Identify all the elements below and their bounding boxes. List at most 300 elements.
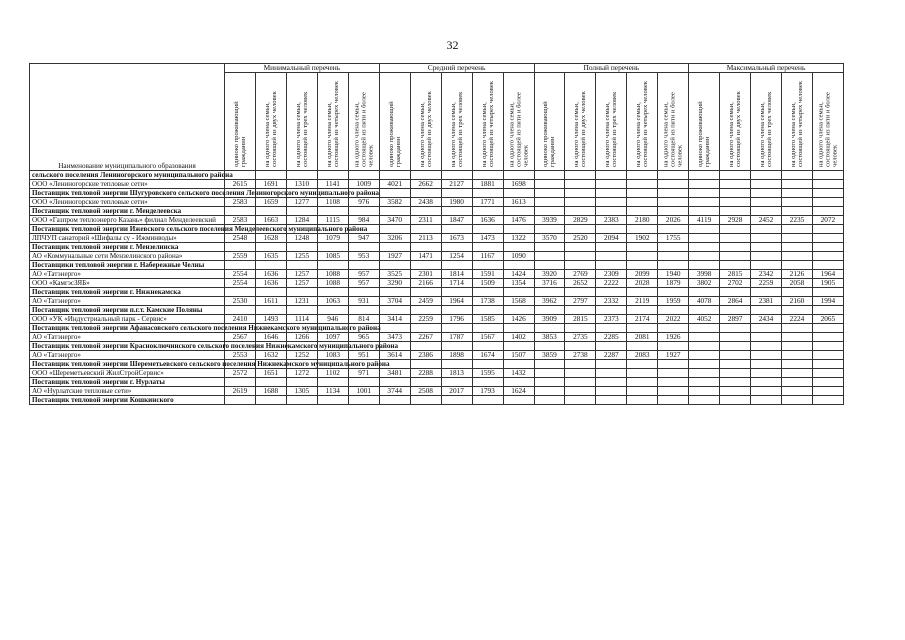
value-cell: 3909 bbox=[534, 315, 565, 324]
value-cell: 1688 bbox=[255, 387, 286, 396]
value-cell: 2058 bbox=[782, 279, 813, 288]
value-cell bbox=[720, 252, 751, 261]
value-cell bbox=[565, 396, 596, 405]
value-cell: 1509 bbox=[472, 279, 503, 288]
subcolumn-label: на одного члена семьи, состоящей из пяти и более человек bbox=[353, 92, 375, 167]
supplier-section-row bbox=[30, 396, 844, 405]
value-cell: 1426 bbox=[503, 315, 534, 324]
value-cell: 3473 bbox=[379, 333, 410, 342]
value-cell: 2572 bbox=[225, 369, 256, 378]
value-cell: 953 bbox=[348, 252, 379, 261]
supplier-section-row bbox=[30, 225, 844, 234]
value-cell: 1167 bbox=[472, 252, 503, 261]
value-cell: 984 bbox=[348, 216, 379, 225]
value-cell: 2342 bbox=[751, 270, 782, 279]
value-cell: 4021 bbox=[379, 180, 410, 189]
value-cell bbox=[782, 180, 813, 189]
value-cell bbox=[720, 360, 751, 369]
value-cell bbox=[255, 396, 286, 405]
supplier-section-row bbox=[30, 288, 844, 297]
value-cell: 1591 bbox=[472, 270, 503, 279]
value-cell bbox=[534, 360, 565, 369]
value-cell: 1402 bbox=[503, 333, 534, 342]
value-cell bbox=[348, 396, 379, 405]
subcolumn-label: на одного члена семьи, состоящей из пяти и более человек bbox=[817, 92, 839, 167]
group-header: Полный перечень bbox=[534, 64, 689, 73]
value-cell: 1905 bbox=[812, 279, 843, 288]
value-cell bbox=[782, 225, 813, 234]
value-cell: 1691 bbox=[255, 180, 286, 189]
value-cell: 2652 bbox=[565, 279, 596, 288]
value-cell: 2559 bbox=[225, 252, 256, 261]
value-cell bbox=[689, 225, 720, 234]
value-cell: 3853 bbox=[534, 333, 565, 342]
value-cell: 3570 bbox=[534, 234, 565, 243]
value-cell: 1471 bbox=[410, 252, 441, 261]
value-cell bbox=[627, 180, 658, 189]
value-cell: 1088 bbox=[317, 270, 348, 279]
value-cell: 2022 bbox=[658, 315, 689, 324]
value-cell: 1994 bbox=[812, 297, 843, 306]
value-cell bbox=[812, 387, 843, 396]
supplier-section-row bbox=[30, 324, 844, 333]
value-cell: 1674 bbox=[472, 351, 503, 360]
value-cell: 951 bbox=[348, 351, 379, 360]
table-row bbox=[30, 270, 844, 279]
value-cell bbox=[782, 360, 813, 369]
value-cell: 1613 bbox=[503, 198, 534, 207]
value-cell bbox=[658, 396, 689, 405]
value-cell bbox=[596, 360, 627, 369]
value-cell: 2259 bbox=[410, 315, 441, 324]
value-cell: 1310 bbox=[286, 180, 317, 189]
value-cell: 1102 bbox=[317, 369, 348, 378]
value-cell bbox=[534, 243, 565, 252]
value-cell: 1636 bbox=[255, 270, 286, 279]
subcolumn-label: на одного члена семьи, состоящей из трех человек bbox=[294, 91, 309, 167]
value-cell: 1793 bbox=[472, 387, 503, 396]
value-cell bbox=[627, 198, 658, 207]
value-cell bbox=[596, 243, 627, 252]
value-cell bbox=[782, 243, 813, 252]
supplier-section-row bbox=[30, 342, 844, 351]
value-cell bbox=[627, 189, 658, 198]
subcolumn-header bbox=[658, 73, 689, 171]
subcolumn-label: на одного члена семьи, состоящей из трех человек bbox=[759, 91, 774, 167]
value-cell bbox=[751, 333, 782, 342]
value-cell: 4119 bbox=[689, 216, 720, 225]
value-cell: 1079 bbox=[317, 234, 348, 243]
value-cell: 2311 bbox=[410, 216, 441, 225]
value-cell bbox=[751, 243, 782, 252]
value-cell bbox=[751, 396, 782, 405]
value-cell: 2769 bbox=[565, 270, 596, 279]
value-cell: 3704 bbox=[379, 297, 410, 306]
value-cell bbox=[812, 243, 843, 252]
table-row bbox=[30, 180, 844, 189]
supplier-section-row bbox=[30, 171, 844, 180]
value-cell: 4052 bbox=[689, 315, 720, 324]
value-cell: 1585 bbox=[472, 315, 503, 324]
value-cell: 946 bbox=[317, 315, 348, 324]
subcolumn-header bbox=[286, 73, 317, 171]
value-cell: 2662 bbox=[410, 180, 441, 189]
supplier-section-row bbox=[30, 378, 844, 387]
value-cell: 971 bbox=[348, 369, 379, 378]
value-cell: 1141 bbox=[317, 180, 348, 189]
value-cell: 1646 bbox=[255, 333, 286, 342]
value-cell bbox=[627, 378, 658, 387]
tariff-table bbox=[29, 63, 844, 405]
value-cell bbox=[317, 396, 348, 405]
subcolumn-header bbox=[751, 73, 782, 171]
value-cell: 2285 bbox=[596, 333, 627, 342]
value-cell bbox=[720, 234, 751, 243]
value-cell: 1257 bbox=[286, 279, 317, 288]
value-cell bbox=[596, 369, 627, 378]
value-cell bbox=[534, 171, 565, 180]
value-cell: 1473 bbox=[472, 234, 503, 243]
subcolumn-header bbox=[565, 73, 596, 171]
value-cell bbox=[782, 198, 813, 207]
value-cell: 1964 bbox=[441, 297, 472, 306]
value-cell bbox=[596, 171, 627, 180]
subcolumn-header bbox=[812, 73, 843, 171]
value-cell bbox=[627, 171, 658, 180]
subcolumn-label: на одного члена семьи, состоящей из двух человек bbox=[728, 91, 743, 167]
subcolumn-label: на одного члена семьи, состоящей из двух человек bbox=[418, 91, 433, 167]
value-cell bbox=[658, 378, 689, 387]
value-cell bbox=[596, 252, 627, 261]
value-cell bbox=[689, 180, 720, 189]
subcolumn-label: одиноко проживающий гражданин bbox=[387, 101, 402, 167]
value-cell: 2017 bbox=[441, 387, 472, 396]
value-cell bbox=[596, 180, 627, 189]
value-cell: 3802 bbox=[689, 279, 720, 288]
table-row bbox=[30, 369, 844, 378]
value-cell: 4078 bbox=[689, 297, 720, 306]
value-cell bbox=[782, 234, 813, 243]
value-cell bbox=[720, 378, 751, 387]
organization-name: АО «Коммунальные сети Мензелинского района» bbox=[30, 252, 225, 261]
table-row bbox=[30, 216, 844, 225]
value-cell: 1231 bbox=[286, 297, 317, 306]
value-cell bbox=[689, 351, 720, 360]
value-cell: 3716 bbox=[534, 279, 565, 288]
value-cell: 1266 bbox=[286, 333, 317, 342]
value-cell: 2222 bbox=[596, 279, 627, 288]
value-cell bbox=[812, 342, 843, 351]
subcolumn-label: на одного члена семьи, состоящей из двух человек bbox=[263, 91, 278, 167]
value-cell bbox=[534, 378, 565, 387]
value-cell bbox=[689, 342, 720, 351]
value-cell: 1085 bbox=[317, 252, 348, 261]
value-cell: 3470 bbox=[379, 216, 410, 225]
value-cell: 1432 bbox=[503, 369, 534, 378]
subcolumn-label: на одного члена семьи, состоящей из пяти и более человек bbox=[662, 92, 684, 167]
value-cell: 1277 bbox=[286, 198, 317, 207]
value-cell bbox=[782, 252, 813, 261]
value-cell: 3920 bbox=[534, 270, 565, 279]
table-row bbox=[30, 234, 844, 243]
value-cell bbox=[812, 333, 843, 342]
table-row bbox=[30, 315, 844, 324]
subcolumn-label: на одного члена семьи, состоящей из четырех человек bbox=[635, 81, 650, 167]
value-cell bbox=[689, 243, 720, 252]
value-cell: 2928 bbox=[720, 216, 751, 225]
subcolumn-label: на одного члена семьи, состоящей из четырех человек bbox=[789, 81, 804, 167]
value-cell: 1796 bbox=[441, 315, 472, 324]
value-cell: 1001 bbox=[348, 387, 379, 396]
value-cell: 976 bbox=[348, 198, 379, 207]
value-cell: 2072 bbox=[812, 216, 843, 225]
value-cell bbox=[627, 396, 658, 405]
value-cell bbox=[689, 387, 720, 396]
value-cell: 1771 bbox=[472, 198, 503, 207]
value-cell: 1063 bbox=[317, 297, 348, 306]
value-cell: 2583 bbox=[225, 198, 256, 207]
value-cell: 2897 bbox=[720, 315, 751, 324]
value-cell bbox=[720, 342, 751, 351]
value-cell: 957 bbox=[348, 279, 379, 288]
value-cell bbox=[720, 333, 751, 342]
value-cell bbox=[689, 234, 720, 243]
value-cell: 2235 bbox=[782, 216, 813, 225]
value-cell bbox=[751, 198, 782, 207]
subcolumn-header bbox=[255, 73, 286, 171]
value-cell bbox=[658, 171, 689, 180]
section-title: Поставщик тепловой энергии Шугуровского сельского поселения Лениногорского муниципального района bbox=[30, 189, 225, 198]
table-row bbox=[30, 252, 844, 261]
value-cell bbox=[658, 360, 689, 369]
value-cell: 1088 bbox=[317, 279, 348, 288]
value-cell: 1611 bbox=[255, 297, 286, 306]
page-number: 32 bbox=[446, 38, 459, 52]
value-cell bbox=[627, 387, 658, 396]
value-cell bbox=[565, 252, 596, 261]
value-cell: 2386 bbox=[410, 351, 441, 360]
value-cell bbox=[596, 198, 627, 207]
subcolumn-header bbox=[317, 73, 348, 171]
value-cell bbox=[286, 396, 317, 405]
subcolumn-header bbox=[348, 73, 379, 171]
supplier-section-row bbox=[30, 189, 844, 198]
value-cell bbox=[565, 198, 596, 207]
value-cell: 2438 bbox=[410, 198, 441, 207]
value-cell: 2815 bbox=[720, 270, 751, 279]
value-cell: 2083 bbox=[627, 351, 658, 360]
value-cell bbox=[658, 243, 689, 252]
value-cell: 1898 bbox=[441, 351, 472, 360]
value-cell bbox=[751, 378, 782, 387]
value-cell bbox=[782, 189, 813, 198]
value-cell bbox=[782, 387, 813, 396]
value-cell bbox=[812, 369, 843, 378]
value-cell: 1636 bbox=[472, 216, 503, 225]
value-cell bbox=[720, 387, 751, 396]
value-cell bbox=[534, 369, 565, 378]
value-cell: 2383 bbox=[596, 216, 627, 225]
value-cell bbox=[751, 252, 782, 261]
value-cell: 931 bbox=[348, 297, 379, 306]
value-cell bbox=[751, 234, 782, 243]
value-cell: 1632 bbox=[255, 351, 286, 360]
value-cell bbox=[751, 369, 782, 378]
value-cell: 1636 bbox=[255, 279, 286, 288]
value-cell bbox=[720, 243, 751, 252]
value-cell: 1257 bbox=[286, 270, 317, 279]
value-cell: 1698 bbox=[503, 180, 534, 189]
organization-name: ООО «Газпром теплоэнерго Казань» филиал Менделеевский bbox=[30, 216, 225, 225]
subcolumn-header bbox=[503, 73, 534, 171]
value-cell bbox=[627, 252, 658, 261]
value-cell: 2735 bbox=[565, 333, 596, 342]
value-cell bbox=[720, 180, 751, 189]
organization-name: ЛПЧУП санаторий «Шифалы су - Ижминводы» bbox=[30, 234, 225, 243]
value-cell: 2567 bbox=[225, 333, 256, 342]
value-cell: 2065 bbox=[812, 315, 843, 324]
value-cell: 1272 bbox=[286, 369, 317, 378]
value-cell bbox=[751, 189, 782, 198]
value-cell bbox=[720, 171, 751, 180]
subcolumn-header bbox=[596, 73, 627, 171]
value-cell: 3206 bbox=[379, 234, 410, 243]
group-header: Средний перечень bbox=[379, 64, 534, 73]
value-cell: 2267 bbox=[410, 333, 441, 342]
value-cell bbox=[751, 171, 782, 180]
value-cell: 2373 bbox=[596, 315, 627, 324]
supplier-section-row bbox=[30, 207, 844, 216]
value-cell bbox=[658, 180, 689, 189]
municipality-name-header: Наименование муниципального образования bbox=[30, 64, 225, 171]
value-cell: 1959 bbox=[658, 297, 689, 306]
value-cell: 1252 bbox=[286, 351, 317, 360]
value-cell: 2094 bbox=[596, 234, 627, 243]
supplier-section-row bbox=[30, 261, 844, 270]
value-cell: 2815 bbox=[565, 315, 596, 324]
value-cell bbox=[812, 198, 843, 207]
value-cell: 2459 bbox=[410, 297, 441, 306]
value-cell bbox=[782, 171, 813, 180]
subcolumn-header bbox=[379, 73, 410, 171]
organization-name: АО «Татэнерго» bbox=[30, 297, 225, 306]
value-cell bbox=[812, 234, 843, 243]
value-cell: 1927 bbox=[658, 351, 689, 360]
value-cell: 1009 bbox=[348, 180, 379, 189]
organization-name: ООО «Лениногорские тепловые сети» bbox=[30, 198, 225, 207]
subcolumn-label: на одного члена семьи, состоящей из трех человек bbox=[604, 91, 619, 167]
value-cell bbox=[658, 252, 689, 261]
value-cell bbox=[720, 189, 751, 198]
value-cell bbox=[534, 396, 565, 405]
value-cell bbox=[472, 396, 503, 405]
subcolumn-label: на одного члена семьи, состоящей из трех человек bbox=[449, 91, 464, 167]
value-cell: 3614 bbox=[379, 351, 410, 360]
value-cell bbox=[720, 198, 751, 207]
value-cell: 3998 bbox=[689, 270, 720, 279]
value-cell: 1673 bbox=[441, 234, 472, 243]
value-cell bbox=[751, 387, 782, 396]
subcolumn-label: на одного члена семьи, состоящей из двух человек bbox=[573, 91, 588, 167]
value-cell bbox=[627, 360, 658, 369]
value-cell: 3525 bbox=[379, 270, 410, 279]
value-cell: 2099 bbox=[627, 270, 658, 279]
value-cell bbox=[534, 252, 565, 261]
subcolumn-header bbox=[472, 73, 503, 171]
value-cell: 2508 bbox=[410, 387, 441, 396]
value-cell bbox=[565, 189, 596, 198]
value-cell bbox=[812, 225, 843, 234]
value-cell: 2288 bbox=[410, 369, 441, 378]
organization-name: ООО «Шереметьевский ЖилСтройСервис» bbox=[30, 369, 225, 378]
value-cell bbox=[689, 396, 720, 405]
subcolumn-header bbox=[534, 73, 565, 171]
value-cell: 3939 bbox=[534, 216, 565, 225]
value-cell bbox=[782, 342, 813, 351]
organization-name: ООО «УК «Индустриальный парк - Сервис» bbox=[30, 315, 225, 324]
value-cell bbox=[782, 333, 813, 342]
value-cell: 1476 bbox=[503, 216, 534, 225]
value-cell bbox=[534, 387, 565, 396]
subcolumn-label: на одного члена семьи, состоящей из пяти и более человек bbox=[508, 92, 529, 167]
value-cell: 2119 bbox=[627, 297, 658, 306]
value-cell bbox=[534, 198, 565, 207]
value-cell bbox=[782, 396, 813, 405]
value-cell bbox=[812, 378, 843, 387]
table-row bbox=[30, 351, 844, 360]
value-cell bbox=[812, 351, 843, 360]
value-cell bbox=[534, 180, 565, 189]
value-cell bbox=[720, 351, 751, 360]
value-cell bbox=[565, 378, 596, 387]
value-cell: 1090 bbox=[503, 252, 534, 261]
subcolumn-label: на одного члена семьи, состоящей из четырех человек bbox=[480, 81, 495, 167]
value-cell bbox=[720, 396, 751, 405]
table-row bbox=[30, 198, 844, 207]
value-cell: 2332 bbox=[596, 297, 627, 306]
value-cell: 1787 bbox=[441, 333, 472, 342]
value-cell: 2553 bbox=[225, 351, 256, 360]
value-cell bbox=[565, 180, 596, 189]
value-cell: 1714 bbox=[441, 279, 472, 288]
value-cell bbox=[503, 396, 534, 405]
value-cell bbox=[689, 198, 720, 207]
value-cell: 2174 bbox=[627, 315, 658, 324]
subcolumn-header bbox=[225, 73, 256, 171]
value-cell: 1567 bbox=[472, 333, 503, 342]
value-cell: 947 bbox=[348, 234, 379, 243]
value-cell: 1813 bbox=[441, 369, 472, 378]
value-cell bbox=[689, 333, 720, 342]
organization-name: АО «Татэнерго» bbox=[30, 270, 225, 279]
value-cell bbox=[689, 252, 720, 261]
value-cell: 3859 bbox=[534, 351, 565, 360]
value-cell: 1284 bbox=[286, 216, 317, 225]
value-cell: 814 bbox=[348, 315, 379, 324]
value-cell: 1568 bbox=[503, 297, 534, 306]
value-cell: 2583 bbox=[225, 216, 256, 225]
value-cell: 2619 bbox=[225, 387, 256, 396]
subcolumn-header bbox=[441, 73, 472, 171]
value-cell bbox=[627, 369, 658, 378]
table-row bbox=[30, 297, 844, 306]
value-cell bbox=[565, 243, 596, 252]
subcolumn-header bbox=[720, 73, 751, 171]
value-cell: 1847 bbox=[441, 216, 472, 225]
value-cell: 2530 bbox=[225, 297, 256, 306]
value-cell bbox=[812, 252, 843, 261]
value-cell bbox=[689, 378, 720, 387]
